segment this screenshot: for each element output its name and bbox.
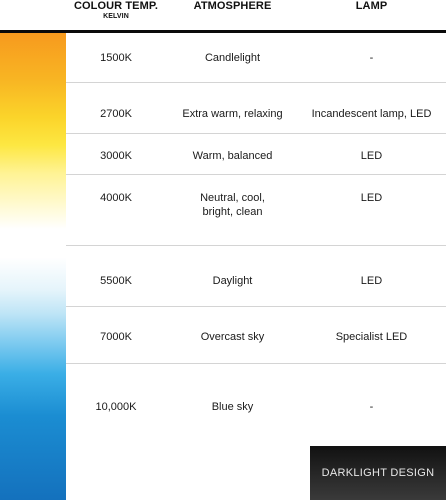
table-header (0, 0, 446, 32)
temp-cell: 1500K (100, 52, 132, 64)
table-row (66, 364, 446, 444)
header-colour-temp-title: COLOUR TEMP. (73, 0, 159, 12)
header-colour-temp (66, 0, 166, 21)
temp-cell: 3000K (100, 150, 132, 162)
atmosphere-cell: Daylight (212, 275, 253, 287)
brand-label: DARKLIGHT DESIGN (321, 467, 435, 479)
header-atmosphere: ATMOSPHERE (193, 0, 272, 12)
temp-cell: 2700K (100, 108, 132, 120)
lamp-cell: - (369, 401, 374, 413)
temp-cell: 7000K (100, 331, 132, 343)
atmosphere-cell: Extra warm, relaxing (182, 108, 283, 120)
header-kelvin-subtitle: KELVIN (103, 13, 129, 20)
lamp-cell: Incandescent lamp, LED (311, 108, 432, 120)
atmosphere-cell: Neutral, cool, bright, clean (200, 192, 265, 218)
table-row (66, 307, 446, 363)
lamp-cell: LED (360, 275, 383, 287)
lamp-cell: Specialist LED (335, 331, 408, 343)
atmosphere-cell: Warm, balanced (192, 150, 273, 162)
temp-cell: 10,000K (95, 401, 137, 413)
table-row (66, 246, 446, 306)
table-row (66, 175, 446, 245)
atmosphere-cell: Overcast sky (200, 331, 265, 343)
temp-cell: 4000K (100, 192, 132, 204)
header-lamp: LAMP (355, 0, 388, 12)
table-row (66, 134, 446, 174)
lamp-cell: LED (360, 192, 383, 204)
table-row (66, 33, 446, 83)
atmosphere-cell: Blue sky (211, 401, 254, 413)
temp-cell: 5500K (100, 275, 132, 287)
table-row (66, 83, 446, 133)
lamp-cell: - (369, 52, 374, 64)
lamp-cell: LED (360, 150, 383, 162)
atmosphere-cell: Candlelight (204, 52, 261, 64)
colour-temperature-gradient (0, 33, 66, 500)
brand-badge (310, 446, 446, 500)
